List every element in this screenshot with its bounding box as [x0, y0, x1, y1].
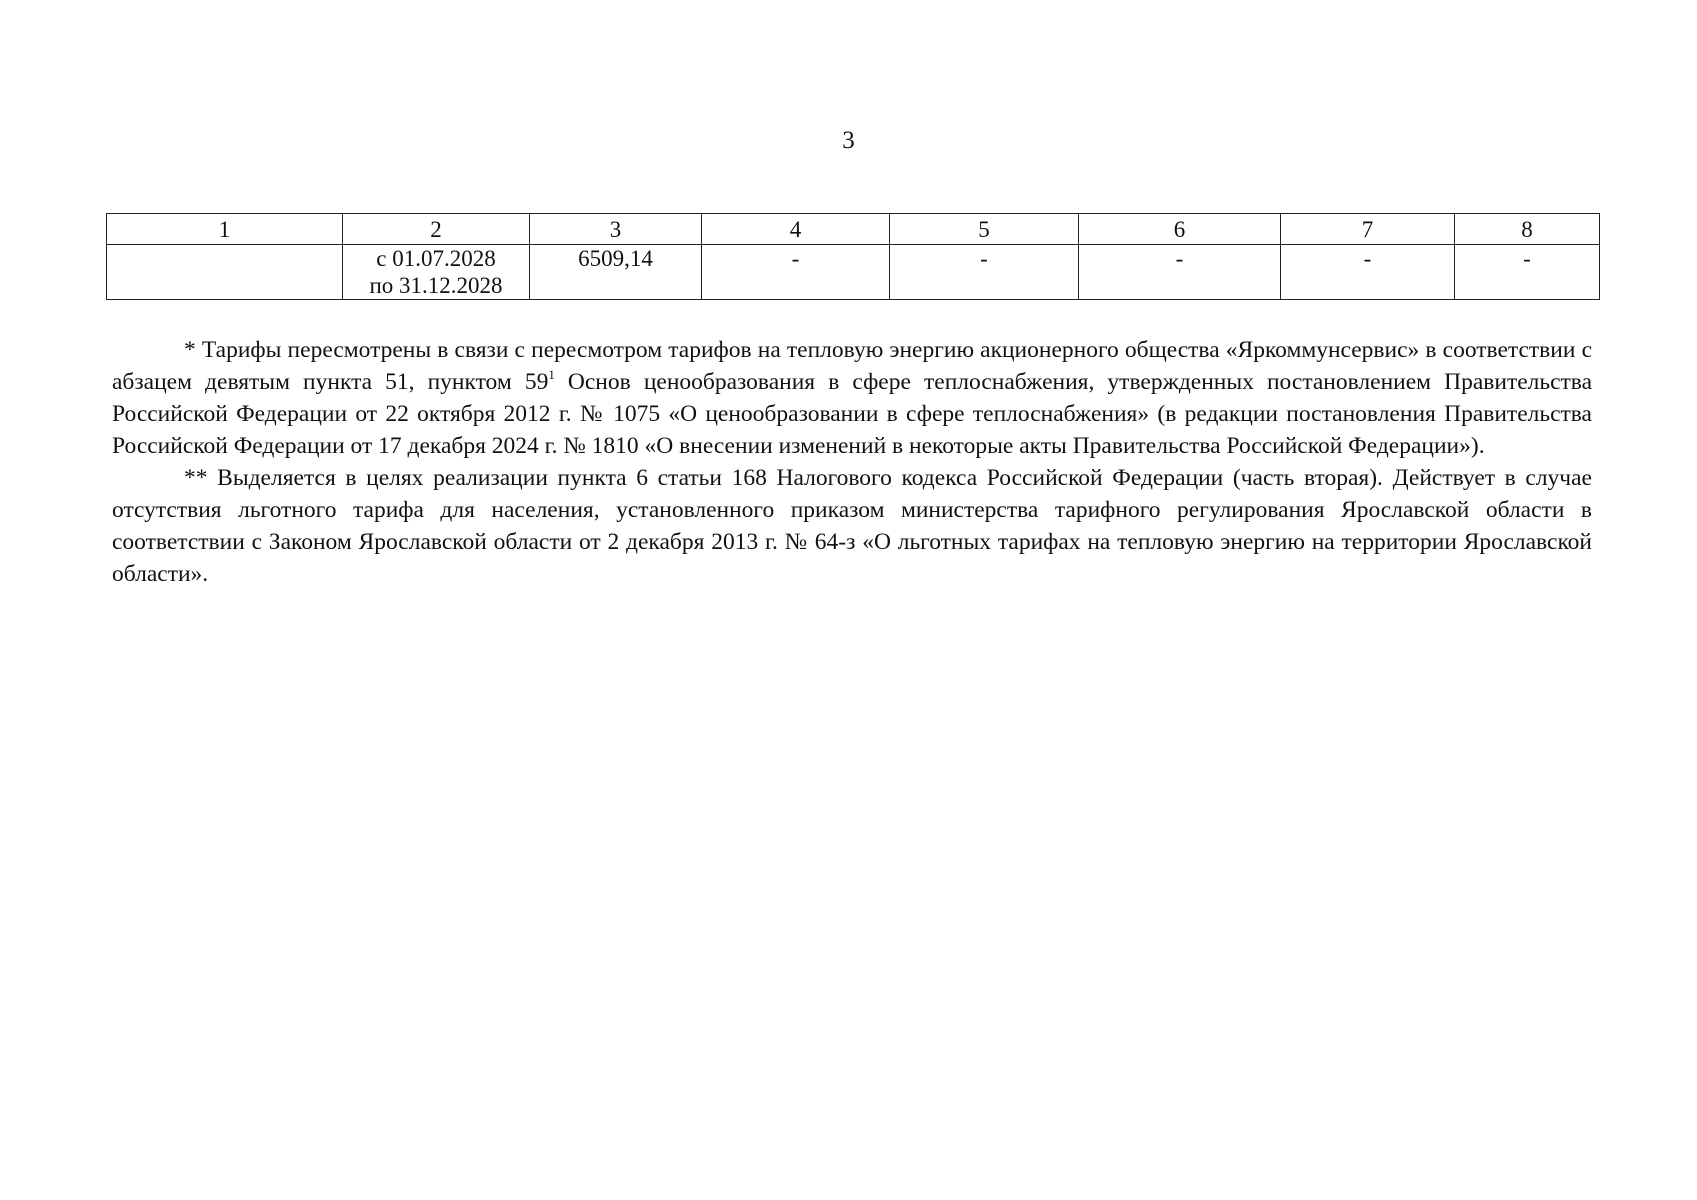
table-cell-tariff: 6509,14	[530, 245, 702, 300]
table-header-cell: 8	[1455, 214, 1600, 245]
period-to: по 31.12.2028	[369, 273, 503, 298]
table-cell-period	[343, 245, 530, 300]
table-header-cell: 3	[530, 214, 702, 245]
period-from: с 01.07.2028	[376, 246, 496, 271]
footnote-single-asterisk	[112, 334, 1592, 462]
table-cell-col4: -	[702, 245, 890, 300]
table-header-cell: 7	[1281, 214, 1455, 245]
table-cell-col6: -	[1079, 245, 1281, 300]
table-header-cell: 6	[1079, 214, 1281, 245]
table-cell-col1	[107, 245, 343, 300]
table-header-cell: 2	[343, 214, 530, 245]
table-header-cell: 1	[107, 214, 343, 245]
table-cell-col5: -	[890, 245, 1079, 300]
table-cell-col7: -	[1281, 245, 1455, 300]
footnote-double-asterisk: ** Выделяется в целях реализации пункта 6 статьи 168 Налогового кодекса Российской Федерации (часть вторая). Действует в случае отсутствия льготного тарифа для населения, установленного приказом министерства тарифного регулирования Ярославской области в соответствии с Законом Ярославской области от 2 декабря 2013 г. № 64-з «О льготных тарифах на тепловую энергию на территории Ярославской области».	[112, 465, 1592, 587]
table-row	[107, 245, 1600, 300]
table-cell-col8: -	[1455, 245, 1600, 300]
footnote-superscript: 1	[548, 367, 555, 382]
tariff-table	[106, 213, 1600, 300]
table-header-cell: 5	[890, 214, 1079, 245]
footnote-text-part2: Основ ценообразования в сфере теплоснабжения, утвержденных постановлением Правительства Российской Федерации от 22 октября 2012 г. № 1075 «О ценообразовании в сфере теплоснабжения» (в редакции постановления Правительства Российской Федерации от 17 декабря 2024 г. № 1810 «О внесении изменений в некоторые акты Правительства Российской Федерации»).	[112, 369, 1593, 459]
footnote-text-part1: * Тарифы пересмотрены в связи с пересмотром тарифов на тепловую энергию акционерного общества «Яркоммунсервис» в соответствии с абзацем девятым пункта 51, пунктом 59	[112, 337, 1592, 395]
page-number: 3	[842, 127, 855, 154]
table-header-row	[107, 214, 1600, 245]
footnotes	[112, 334, 1592, 590]
table-header-cell: 4	[702, 214, 890, 245]
